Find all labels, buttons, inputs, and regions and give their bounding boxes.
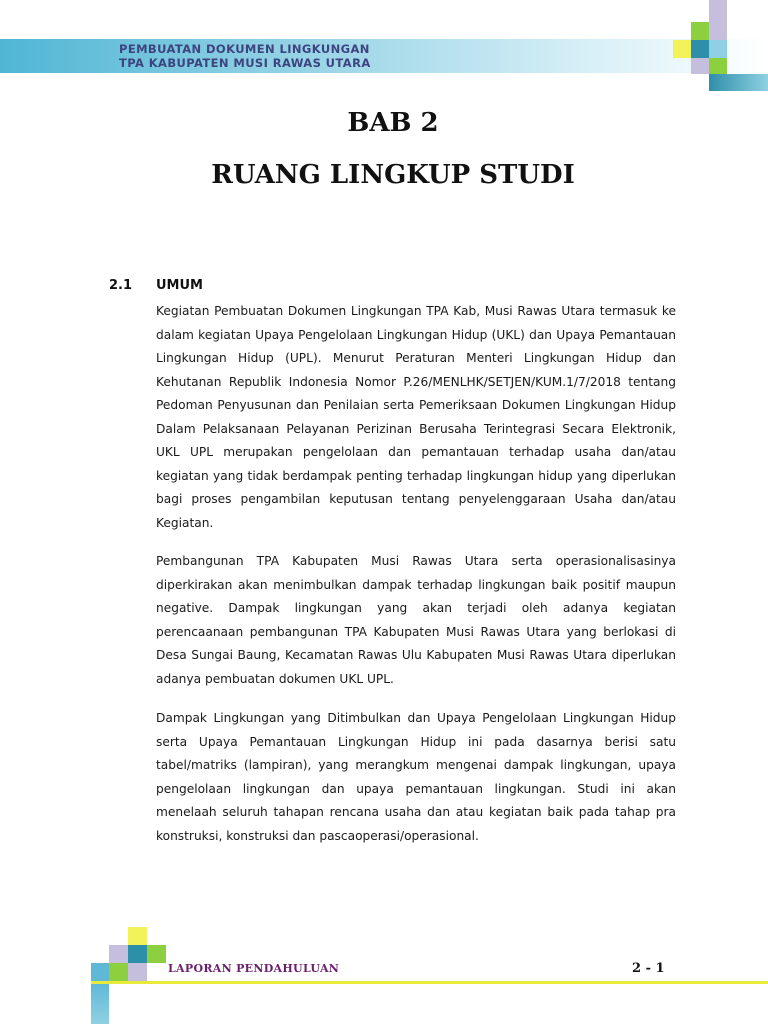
paragraph-3: Dampak Lingkungan yang Ditimbulkan dan Upaya Pengelolaan Lingkungan Hidup serta Upaya Pemantauan Lingkungan Hidup ini pada dasarnya berisi satu tabel/matriks (lampiran), yang merangkum mengenai dampak lingkungan, upaya pengelolaan lingkungan dan upaya pemantauan lingkungan. Studi ini akan menelaah seluruh tahapan rencana usaha dan atau kegiatan baik pada tahap pra konstruksi, konstruksi dan pascaoperasi/operasional. bbox=[156, 711, 676, 843]
header-line-2: TPA KABUPATEN MUSI RAWAS UTARA bbox=[119, 56, 371, 70]
running-header bbox=[119, 42, 371, 70]
footer-square-lavender-2 bbox=[128, 963, 147, 981]
paragraph-1: Kegiatan Pembuatan Dokumen Lingkungan TPA Kab, Musi Rawas Utara termasuk ke dalam kegiatan Upaya Pengelolaan Lingkungan Hidup (UKL) dan Upaya Pemantauan Lingkungan Hidup (UPL). Menurut Peraturan Menteri Lingkungan Hidup dan Kehutanan Republik Indonesia Nomor P.26/MENLHK/SETJEN/KUM.1/7/2018 tentang Pedoman Penyusunan dan Penilaian serta Pemeriksaan Dokumen Lingkungan Hidup Dalam Pelaksanaan Pelayanan Perizinan Berusaha Terintegrasi Secara Elektronik, UKL UPL merupakan pengelolaan dan pemantauan terhadap usaha dan/atau kegiatan yang tidak berdampak penting terhadap lingkungan hidup yang diperlukan bagi proses pengambilan keputusan tentang penyelenggaraan Usaha dan/atau Kegiatan. bbox=[156, 304, 676, 530]
footer-bar-blue bbox=[91, 984, 109, 1024]
chapter-number: BAB 2 bbox=[347, 108, 439, 138]
header-bar-blue bbox=[709, 74, 768, 91]
header-band bbox=[0, 39, 768, 73]
footer-square-green-1 bbox=[147, 945, 166, 963]
page-number: 2 - 1 bbox=[632, 961, 665, 976]
header-square-yellow bbox=[673, 40, 691, 58]
chapter-title: RUANG LINGKUP STUDI bbox=[211, 160, 575, 190]
section-number: 2.1 bbox=[109, 278, 133, 293]
paragraph-2: Pembangunan TPA Kabupaten Musi Rawas Utara serta operasionalisasinya diperkirakan akan menimbulkan dampak terhadap lingkungan baik positif maupun negative. Dampak lingkungan yang akan terjadi oleh adanya kegiatan perencaanaan pembangunan TPA Kabupaten Musi Rawas Utara yang berlokasi di Desa Sungai Baung, Kecamatan Rawas Ulu Kabupaten Musi Rawas Utara diperlukan adanya pembuatan dokumen UKL UPL. bbox=[156, 554, 676, 686]
header-square-lightblue bbox=[709, 40, 727, 58]
footer-square-yellow bbox=[128, 927, 147, 945]
header-square-lavender-2 bbox=[691, 58, 709, 74]
header-square-teal bbox=[691, 40, 709, 58]
section-title: UMUM bbox=[156, 278, 203, 293]
header-square-lavender-top bbox=[709, 0, 727, 22]
footer-square-green-2 bbox=[109, 963, 128, 981]
footer-report-label: LAPORAN PENDAHULUAN bbox=[168, 962, 340, 975]
header-square-green-2 bbox=[709, 58, 727, 74]
footer-square-lavender-1 bbox=[109, 945, 128, 963]
header-square-lavender-1 bbox=[709, 22, 727, 40]
footer-square-teal bbox=[128, 945, 147, 963]
header-line-1: PEMBUATAN DOKUMEN LINGKUNGAN bbox=[119, 42, 370, 56]
header-square-green-1 bbox=[691, 22, 709, 40]
footer-square-lightblue bbox=[91, 963, 109, 981]
footer-rule bbox=[91, 981, 768, 984]
